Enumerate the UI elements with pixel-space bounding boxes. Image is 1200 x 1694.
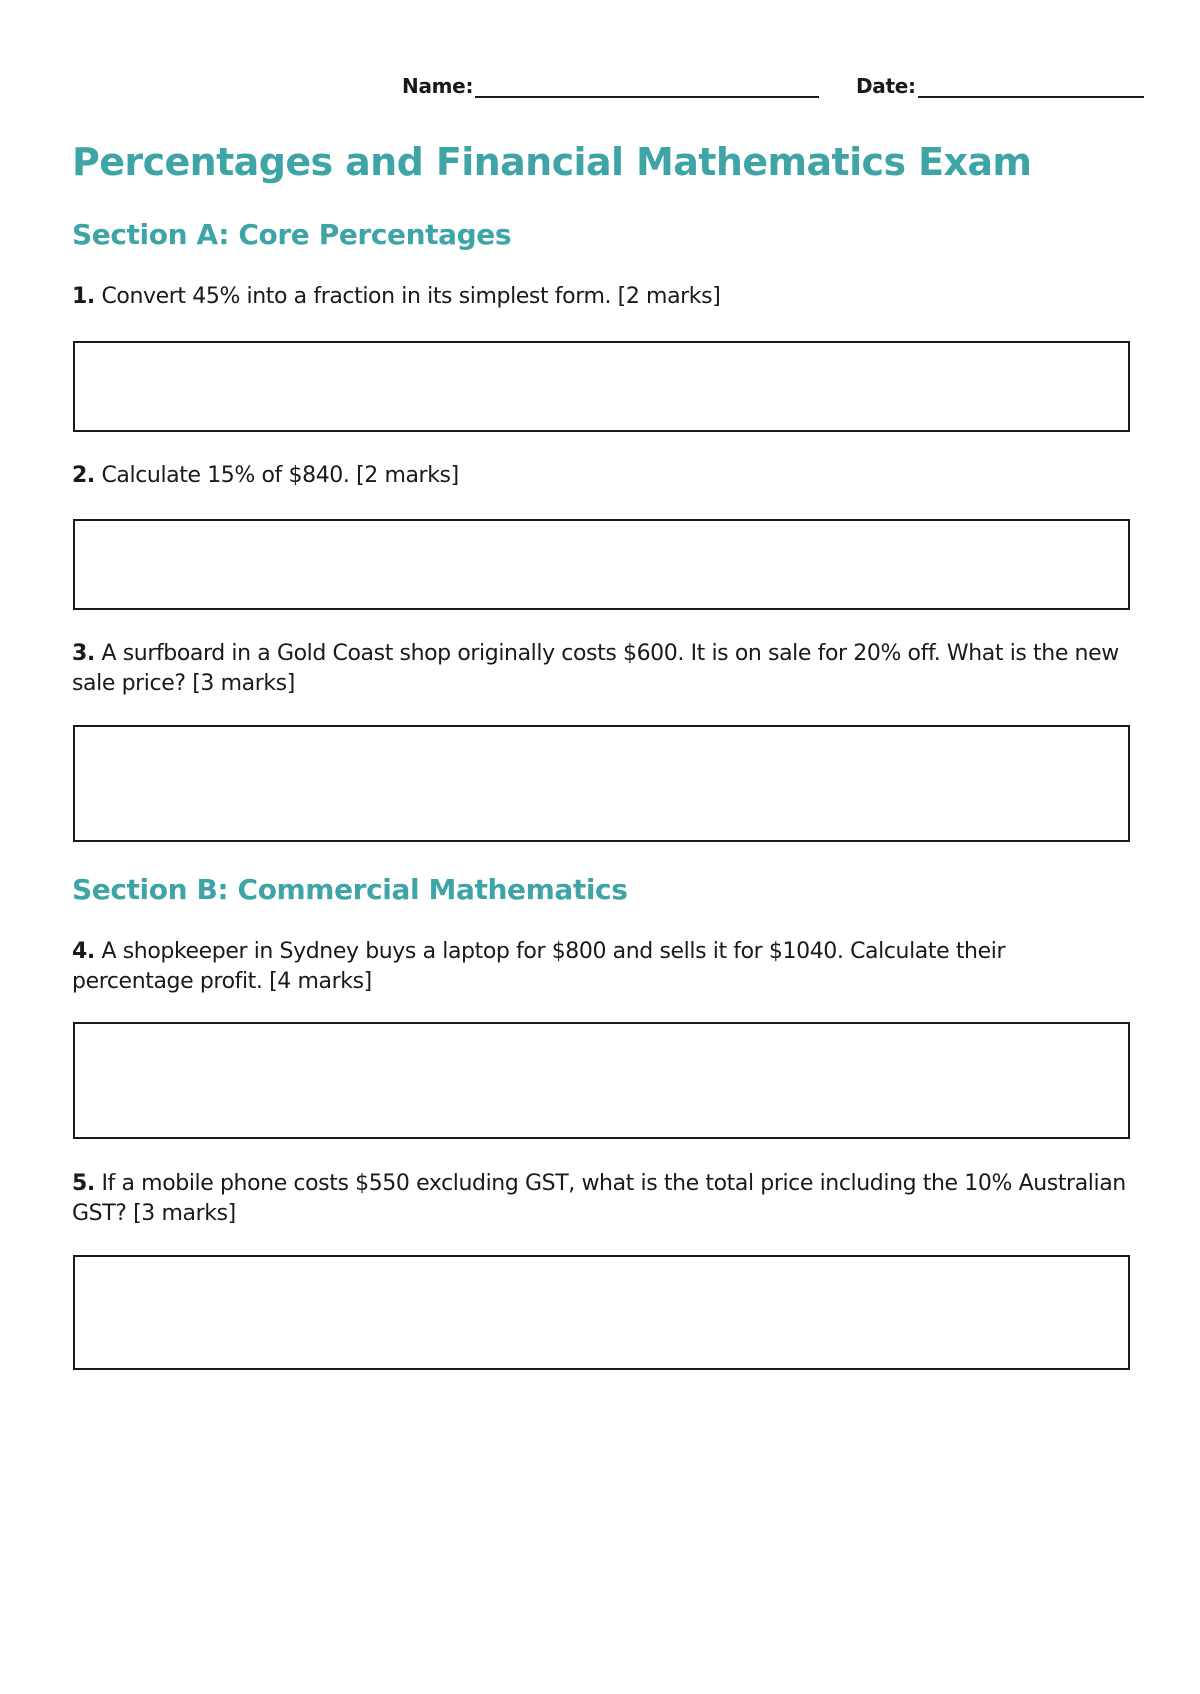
answer-box-1[interactable] [73, 341, 1130, 432]
question-text: A shopkeeper in Sydney buys a laptop for $800 and sells it for $1040. Calculate their percentage profit. [4 marks] [72, 939, 1006, 994]
question-3 [72, 639, 1132, 699]
name-blank-line[interactable] [475, 72, 819, 98]
name-label: Name: [402, 74, 474, 98]
question-4 [72, 937, 1132, 997]
question-text: Calculate 15% of $840. [2 marks] [94, 463, 459, 488]
section-a-title: Section A: Core Percentages [72, 218, 512, 251]
question-text: If a mobile phone costs $550 excluding GST, what is the total price including the 10% Australian GST? [3 marks] [72, 1171, 1126, 1226]
question-number: 1. [72, 284, 95, 309]
student-info-header [0, 70, 1200, 100]
answer-box-2[interactable] [73, 519, 1130, 610]
date-blank-line[interactable] [918, 72, 1144, 98]
date-field [856, 70, 1144, 98]
answer-box-4[interactable] [73, 1022, 1130, 1139]
question-number: 5. [72, 1171, 95, 1196]
question-number: 4. [72, 939, 95, 964]
question-number: 3. [72, 641, 95, 666]
question-number: 2. [72, 463, 95, 488]
question-2 [72, 461, 1132, 491]
date-label: Date: [856, 74, 916, 98]
question-1 [72, 282, 1132, 312]
answer-box-3[interactable] [73, 725, 1130, 842]
exam-title: Percentages and Financial Mathematics Exam [72, 140, 1032, 184]
name-field [402, 70, 819, 98]
answer-box-5[interactable] [73, 1255, 1130, 1370]
question-text: A surfboard in a Gold Coast shop originally costs $600. It is on sale for 20% off. What is the new sale price? [3 marks] [72, 641, 1119, 696]
section-b-title: Section B: Commercial Mathematics [72, 873, 628, 906]
question-text: Convert 45% into a fraction in its simplest form. [2 marks] [94, 284, 721, 309]
question-5 [72, 1169, 1132, 1229]
